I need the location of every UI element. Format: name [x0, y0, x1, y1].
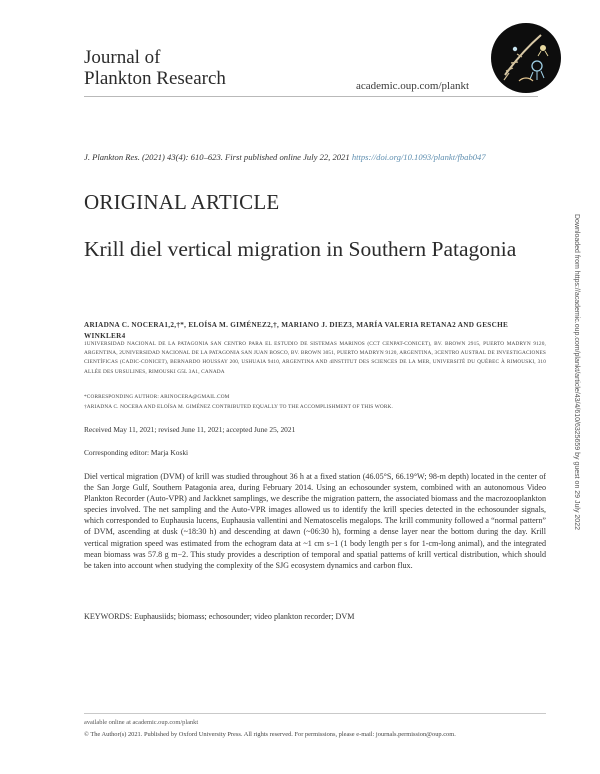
download-watermark: Downloaded from https://academic.oup.com/plankt/article/43/4/610/6325659 by guest on 29 July 2022: [573, 214, 580, 530]
keywords: KEYWORDS: Euphausiids; biomass; echosounder; video plankton recorder; DVM: [84, 612, 355, 621]
footer-online-link[interactable]: available online at academic.oup.com/plankt: [84, 719, 199, 726]
journal-name-line2: Plankton Research: [84, 68, 226, 89]
corresponding-author: *CORRESPONDING AUTHOR: ARINOCERA@GMAIL.COM: [84, 394, 230, 400]
author-list: ARIADNA C. NOCERA1,2,†*, ELOÍSA M. GIMÉNEZ2,†, MARIANO J. DIEZ3, MARÍA VALERIA RETANA2 AND GESCHE WINKLER4: [84, 321, 509, 340]
citation-line: [84, 152, 554, 162]
doi-link[interactable]: https://doi.org/10.1093/plankt/fbab047: [351, 152, 486, 162]
journal-name: [84, 47, 226, 89]
affiliations: 1UNIVERSIDAD NACIONAL DE LA PATAGONIA SAN CENTRO PARA EL ESTUDIO DE SISTEMAS MARINOS (CCT CENPAT-CONICET), BV. BROWN 2915, PUERTO MADRYN 9120, ARGENTINA, 2UNIVERSIDAD NACIONAL DE LA PATAGONIA SAN JUAN BOSCO, BV. BROWN 3051, PUERTO MADRYN 9120, ARGENTINA, 3CENTRO AUSTRAL DE INVESTIGACIONES CIENTÍFICAS (CADIC-CONICET), BERNARDO HOUSSAY 200, USHUAIA 9410, ARGENTINA AND 4INSTITUT DES SCIENCES DE LA MER, UNIVERSITÉ DU QUÉBEC À RIMOUSKI, 310 ALLÉE DES URSULINES, RIMOUSKI G5L 3A1, CANADA: [84, 341, 546, 375]
article-title: Krill diel vertical migration in Southern Patagonia: [84, 237, 517, 261]
article-dates: Received May 11, 2021; revised June 11, 2021; accepted June 25, 2021: [84, 425, 296, 434]
citation-text: J. Plankton Res. (2021) 43(4): 610–623. First published online July 22, 2021: [84, 152, 350, 162]
journal-site-link[interactable]: academic.oup.com/plankt: [356, 80, 470, 92]
corresponding-editor: Corresponding editor: Marja Koski: [84, 448, 189, 457]
plankton-logo-icon: [491, 23, 561, 93]
footer-copyright: © The Author(s) 2021. Published by Oxford University Press. All rights reserved. For permissions, please e-mail: journals.permission@oup.com.: [84, 731, 456, 738]
section-label: ORIGINAL ARTICLE: [84, 190, 280, 214]
journal-name-line1: Journal of: [84, 47, 161, 68]
footer-divider: [84, 713, 546, 714]
equal-contribution-note: †ARIADNA C. NOCERA AND ELOÍSA M. GIMÉNEZ CONTRIBUTED EQUALLY TO THE ACCOMPLISHMENT OF THIS WORK.: [84, 404, 393, 410]
author-notes: [84, 392, 546, 412]
header-divider: [84, 96, 538, 97]
abstract: Diel vertical migration (DVM) of krill was studied throughout 36 h at a fixed station (46.05°S, 66.19°W; 98-m depth) located in the center of the San Jorge Gulf, Southern Patagonia area, during February 2014. Using an echosounder system, combined with an autonomous Video Plankton Recorder (Auto-VPR) and Jackknet samplings, we describe the migration pattern, the associated biomass and the macrozooplankton species involved. The net sampling and the Auto-VPR images allowed us to identify the krill species detected in the echosounder signals, which corresponded to Euphausia lucens, Euphausia vallentini and Nematoscelis megalops. The krill community followed a “normal pattern” of DVM, ascending at dusk (~18:30 h) and descending at dawn (~06:30 h), forming a dense layer near the bottom during the day. Krill vertical migration speed was estimated from the echogram data at ~1 cm s−1 (1 body length per s for 1-cm-long animal), and the integrated mean biomass was 57.8 g m−2. This study provides a description of temporal and spatial patterns of krill vertical distribution, which should be taken into account when studying the complexity of the SJG ecosystem dynamics and carbon flux.: [84, 472, 546, 570]
